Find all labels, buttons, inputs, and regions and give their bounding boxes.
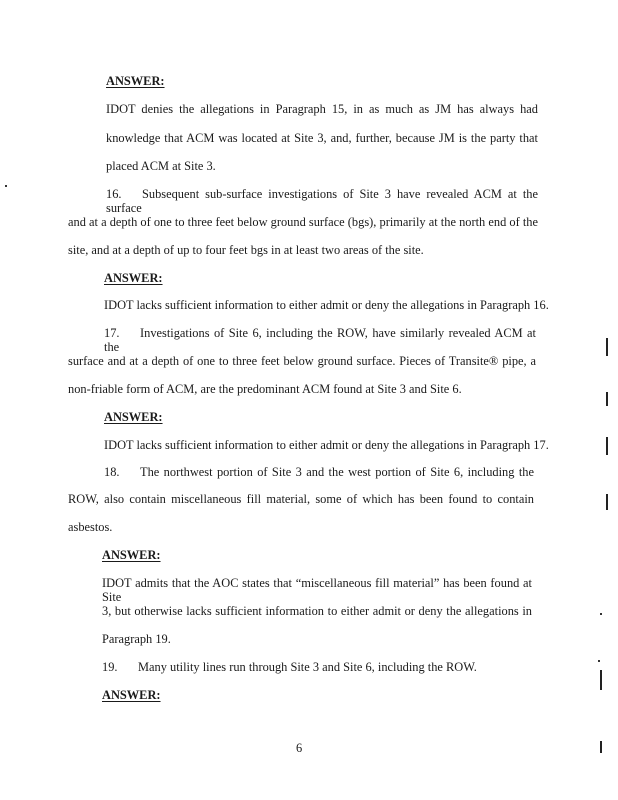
- paragraph-number: 19.: [102, 660, 118, 674]
- paragraph-text: Investigations of Site 6, including the ROW, have similarly revealed ACM at the: [104, 326, 536, 354]
- answer-15-line-2: knowledge that ACM was located at Site 3, and, further, because JM is the party that: [106, 131, 538, 145]
- answer-15-line-1: IDOT denies the allegations in Paragraph 15, in as much as JM has always had: [106, 102, 538, 116]
- answer-18-line-2: 3, but otherwise lacks sufficient information to either admit or deny the allegations in: [102, 604, 532, 618]
- paragraph-19-line-1: [102, 660, 477, 674]
- paragraph-17-line-2: surface and at a depth of one to three feet below ground surface. Pieces of Transite® pipe, a: [68, 354, 536, 368]
- scan-speck: [600, 613, 602, 615]
- paragraph-number: 17.: [104, 326, 120, 340]
- answer-heading: ANSWER:: [102, 548, 161, 562]
- answer-17-line-1: IDOT lacks sufficient information to either admit or deny the allegations in Paragraph 17.: [104, 438, 549, 452]
- scan-margin-mark: [606, 392, 608, 406]
- paragraph-number: 16.: [106, 187, 122, 201]
- paragraph-number: 18.: [104, 465, 120, 479]
- answer-16-line-1: IDOT lacks sufficient information to either admit or deny the allegations in Paragraph 16.: [104, 298, 549, 312]
- scan-speck: [5, 185, 7, 187]
- paragraph-18-line-3: asbestos.: [68, 520, 113, 534]
- paragraph-18-line-1: [104, 465, 534, 479]
- answer-heading: ANSWER:: [106, 74, 165, 88]
- paragraph-18-line-2: ROW, also contain miscellaneous fill material, some of which has been found to contain: [68, 492, 534, 506]
- paragraph-16-line-1: [106, 187, 538, 215]
- scan-margin-mark: [606, 437, 608, 455]
- paragraph-text: Subsequent sub-surface investigations of Site 3 have revealed ACM at the surface: [106, 187, 538, 215]
- scan-margin-mark: [600, 741, 602, 753]
- paragraph-text: Many utility lines run through Site 3 and Site 6, including the ROW.: [138, 660, 477, 674]
- scan-margin-mark: [600, 670, 602, 690]
- answer-heading: ANSWER:: [104, 271, 163, 285]
- scan-speck: [598, 660, 600, 662]
- scan-margin-mark: [606, 494, 608, 510]
- paragraph-17-line-1: [104, 326, 536, 354]
- answer-15-line-3: placed ACM at Site 3.: [106, 159, 216, 173]
- paragraph-17-line-3: non-friable form of ACM, are the predominant ACM found at Site 3 and Site 6.: [68, 382, 462, 396]
- scan-margin-mark: [606, 338, 608, 356]
- answer-heading: ANSWER:: [104, 410, 163, 424]
- paragraph-text: The northwest portion of Site 3 and the west portion of Site 6, including the: [140, 465, 534, 479]
- answer-18-line-3: Paragraph 19.: [102, 632, 171, 646]
- answer-18-line-1: IDOT admits that the AOC states that “miscellaneous fill material” has been found at Site: [102, 576, 532, 604]
- page-number: 6: [296, 741, 303, 755]
- paragraph-16-line-2: and at a depth of one to three feet below ground surface (bgs), primarily at the north end of the: [68, 215, 538, 229]
- paragraph-16-line-3: site, and at a depth of up to four feet bgs in at least two areas of the site.: [68, 243, 424, 257]
- answer-heading: ANSWER:: [102, 688, 161, 702]
